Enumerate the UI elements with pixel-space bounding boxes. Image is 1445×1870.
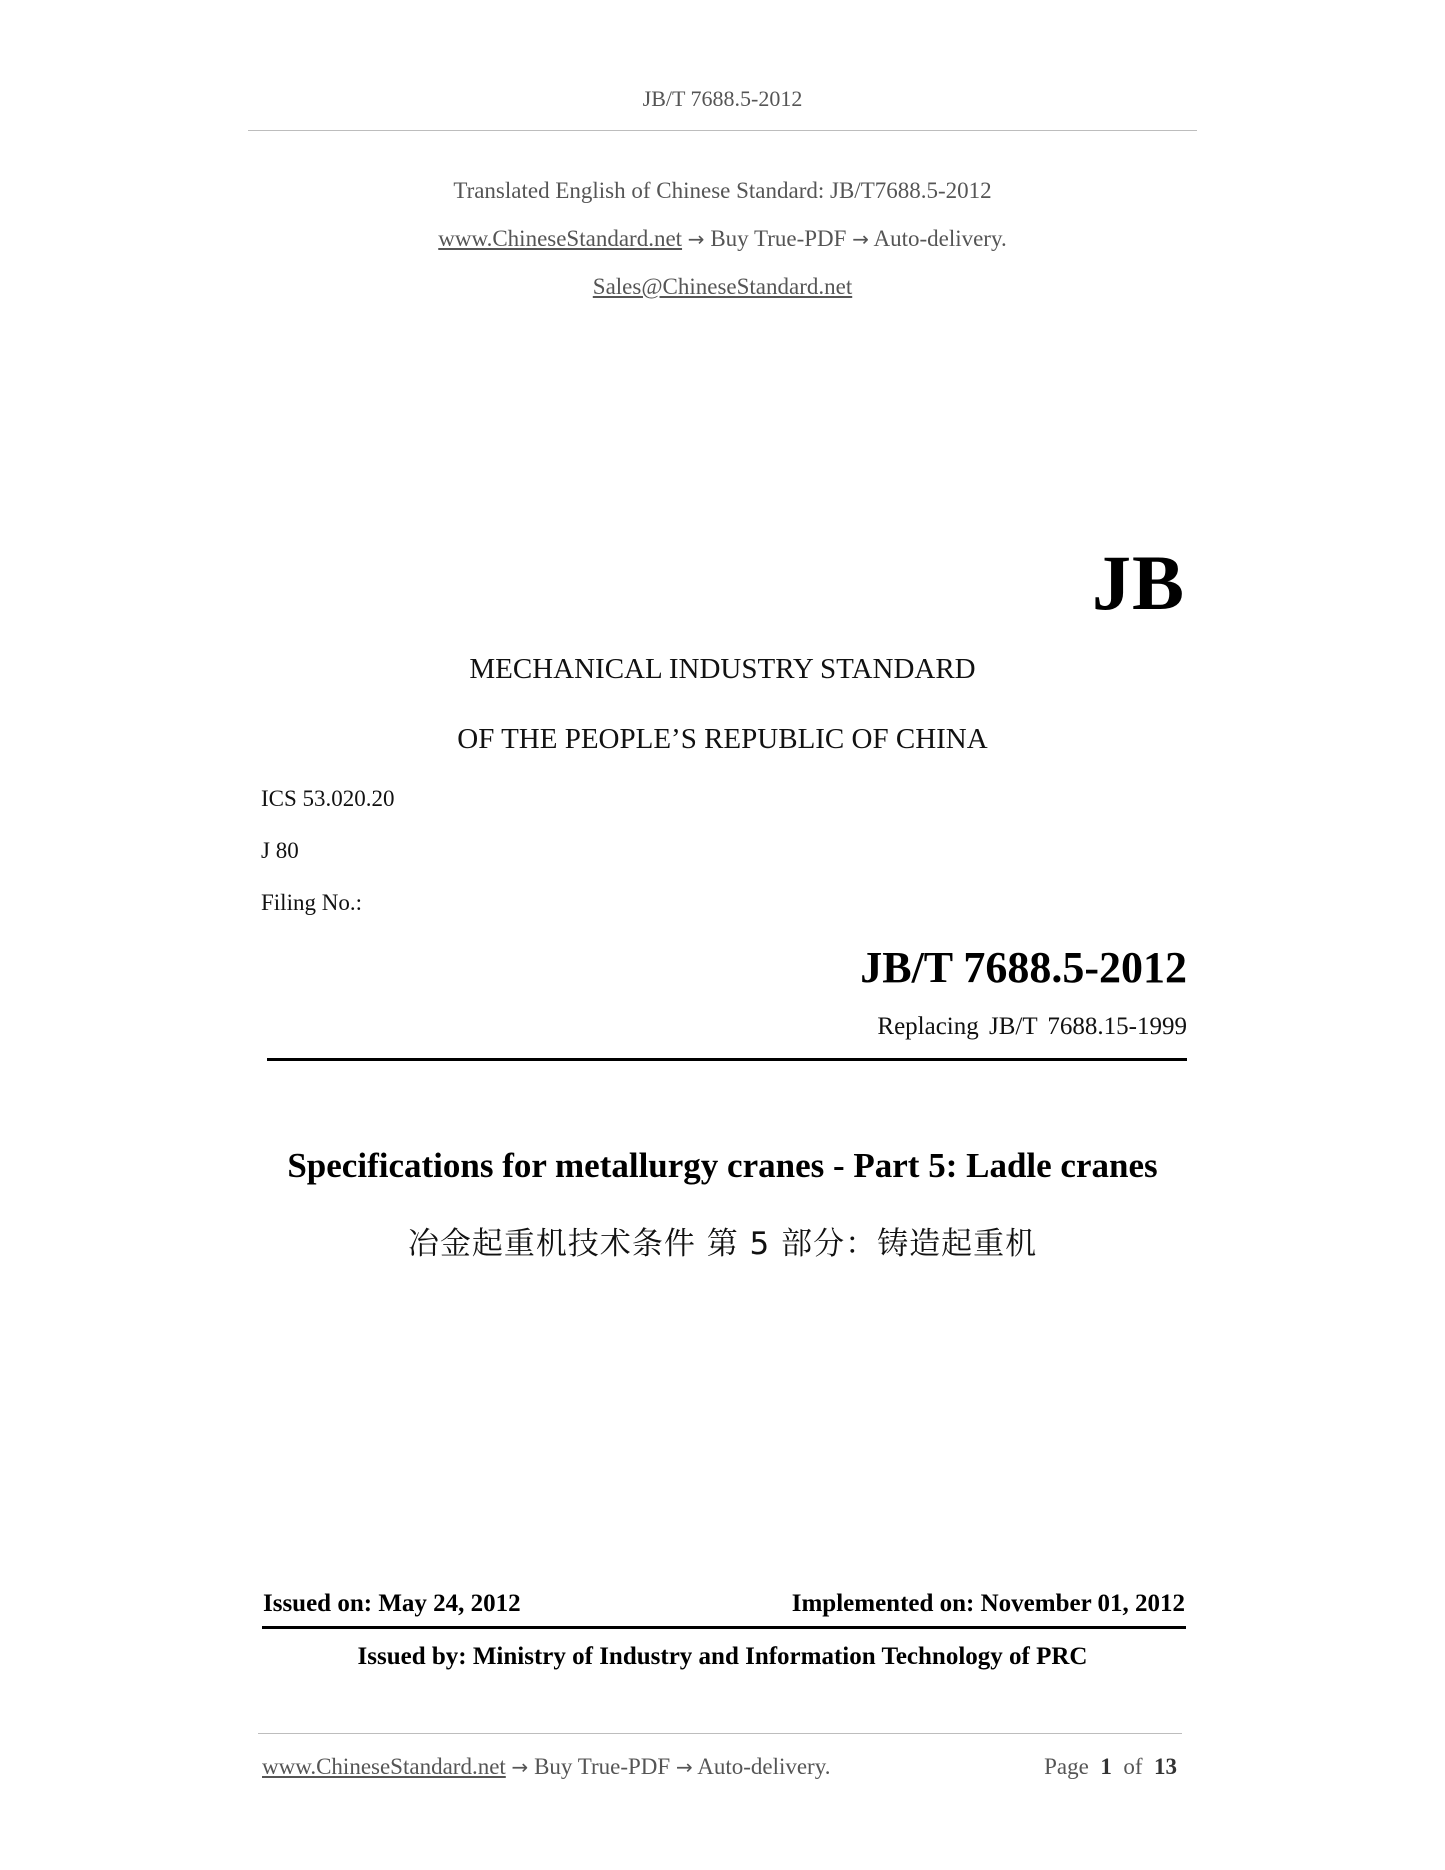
running-header: JB/T 7688.5-2012 [642,86,803,111]
email-line [0,274,1445,300]
title-divider [267,1058,1187,1061]
translated-notice: Translated English of Chinese Standard: JB/T7688.5-2012 [453,178,992,203]
page-indicator [1044,1754,1177,1780]
sales-email-link[interactable]: Sales@ChineseStandard.net [592,274,853,299]
arrow-right-icon: → [687,227,705,251]
ics-code: ICS 53.020.20 [261,786,395,811]
page-of: of [1123,1754,1143,1779]
arrow-right-icon: → [511,1755,529,1779]
page-label: Page [1044,1754,1089,1779]
footer-divider [258,1733,1182,1734]
website-link[interactable]: www.ChineseStandard.net [438,226,683,251]
standard-number: JB/T 7688.5-2012 [860,943,1187,992]
arrow-right-icon: → [852,227,869,251]
document-title-zh: 冶金起重机技术条件 第 5 部分：铸造起重机 [407,1226,1038,1262]
classification-code: J 80 [261,838,299,863]
arrow-right-icon: → [675,1755,693,1779]
auto-delivery-text: Auto-delivery. [873,226,1007,251]
issued-on-date: Issued on: May 24, 2012 [263,1590,521,1617]
dates-divider [262,1626,1186,1629]
buy-true-pdf-text: Buy True-PDF [710,226,847,251]
header-divider [248,130,1197,131]
footer-promo [262,1754,830,1780]
footer-buy-text: Buy True-PDF [534,1754,671,1779]
jb-logo: JB [1091,539,1185,626]
filing-number: Filing No.: [261,890,362,915]
replacing-standard: Replacing JB/T 7688.15-1999 [877,1013,1187,1040]
implemented-on-date: Implemented on: November 01, 2012 [791,1590,1185,1617]
standard-heading-line2: OF THE PEOPLE’S REPUBLIC OF CHINA [457,723,988,755]
footer-website-link[interactable]: www.ChineseStandard.net [262,1754,506,1779]
page-current: 1 [1100,1754,1112,1779]
standard-heading-line1: MECHANICAL INDUSTRY STANDARD [469,653,976,685]
issuing-authority: Issued by: Ministry of Industry and Information Technology of PRC [357,1643,1088,1670]
footer-delivery-text: Auto-delivery. [697,1754,831,1779]
promo-line [0,226,1445,252]
page-total: 13 [1154,1754,1177,1779]
document-title-en: Specifications for metallurgy cranes - Part 5: Ladle cranes [287,1146,1158,1185]
